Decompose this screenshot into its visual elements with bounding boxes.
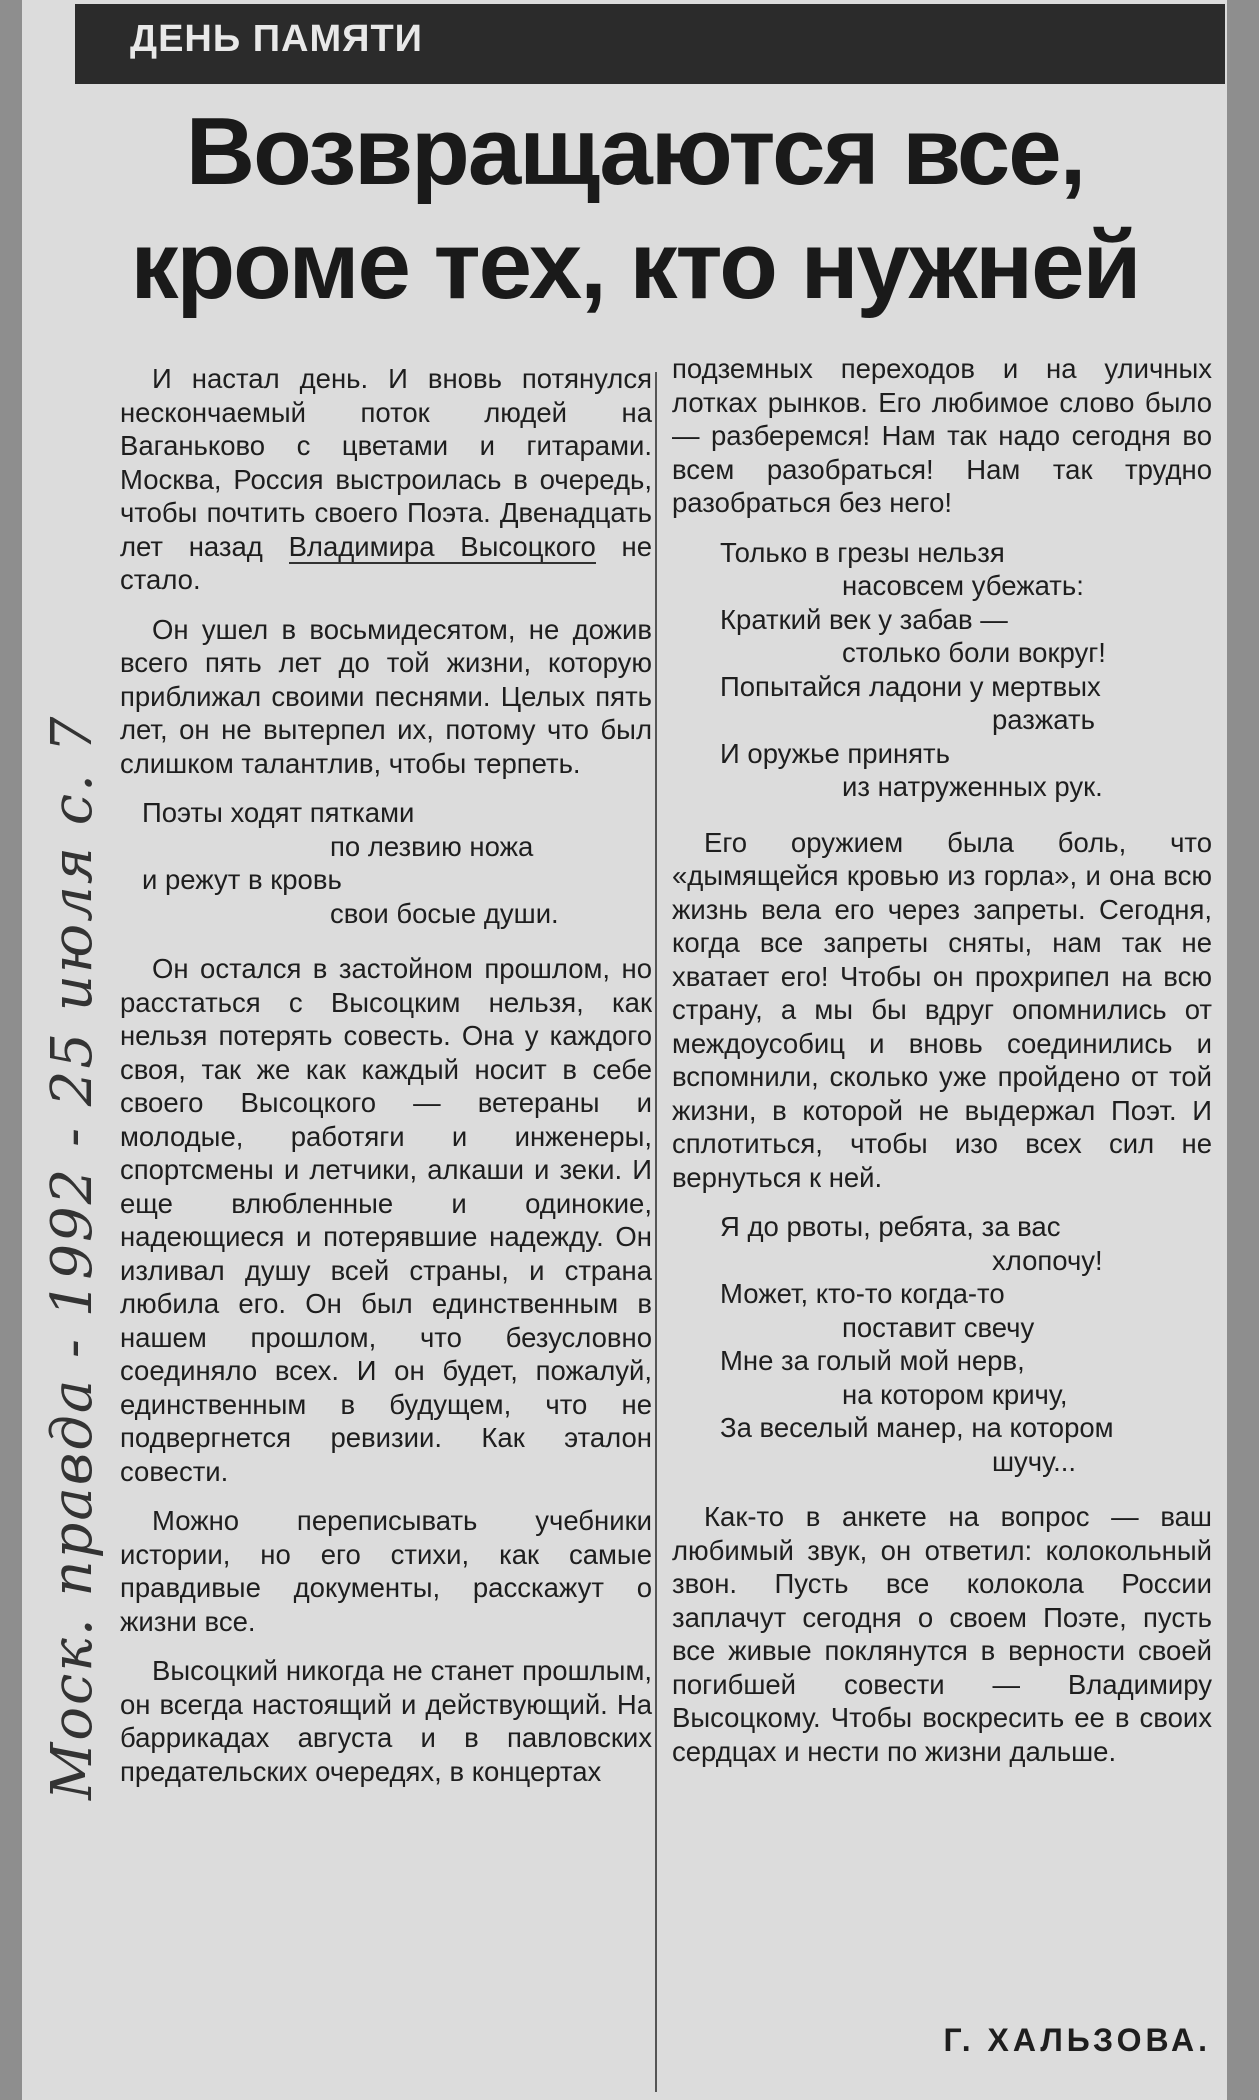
- verse-line: из натруженных рук.: [842, 771, 1103, 802]
- verse-quote-2: [672, 536, 1212, 804]
- verse-line: Поэты ходят пятками: [142, 797, 415, 828]
- left-column: [120, 362, 652, 1804]
- underlined-name: Владимира Высоцкого: [288, 530, 596, 562]
- verse-line: шучу...: [992, 1445, 1077, 1477]
- paragraph-6: Его оружием была боль, что «дымящейся кровью из горла», и она всю жизнь вела его через запреты. Сегодня, когда все запреты сняты, нам так не хватает его! Чтобы он прохрипел на всю страну, а мы бы вдруг опомнились от междоусобиц и вновь соединились и вспомнили, сколько уже пройдено от той жизни, в которой не выдержал Поэт. И сплотиться, чтобы изо всех сил не вернуться к ней.: [672, 826, 1212, 1193]
- verse-line: Может, кто-то когда-то: [720, 1278, 1005, 1309]
- paragraph-text: И настал день. И вновь потянулся нескончаемый поток людей на Ваганьково с цветами и гитарами. Москва, Россия выстроилась в очередь, чтобы почтить своего Поэта. Двенадцать лет назад: [120, 363, 652, 562]
- article-headline: [95, 95, 1175, 323]
- verse-line: насовсем убежать:: [842, 570, 1084, 601]
- verse-line: поставит свечу: [842, 1311, 1035, 1343]
- paragraph-4: Можно переписывать учебники истории, но его стихи, как самые правдивые документы, расскажут о жизни все.: [120, 1505, 652, 1637]
- verse-line: За веселый манер, на котором: [720, 1412, 1114, 1443]
- verse-line: хлопочу!: [992, 1244, 1103, 1276]
- verse-line: Мне за голый мой нерв,: [720, 1345, 1025, 1376]
- paragraph-continued: подземных переходов и на уличных лотках рынков. Его любимое слово было — разберемся! Нам так надо сегодня во всем разобраться! Нам так трудно разобраться без него!: [672, 353, 1212, 518]
- right-column: [672, 352, 1212, 1784]
- verse-line: свои босые души.: [330, 897, 559, 929]
- paragraph-1: [120, 362, 652, 597]
- paragraph-7: Как-то в анкете на вопрос — ваш любимый звук, он ответил: колокольный звон. Пусть все колокола России заплачут сегодня о своем Поэте, пусть все живые поклянутся в верности своей погибшей совести — Владимиру Высоцкому. Чтобы воскресить ее в своих сердцах и нести по жизни дальше.: [672, 1501, 1212, 1767]
- verse-line: Попытайся ладони у мертвых: [720, 670, 1101, 702]
- handwritten-margin-note: Моск. правда - 1992 - 25 июля с. 7: [40, 714, 105, 1800]
- verse-quote-3: [672, 1210, 1212, 1478]
- verse-line: и режут в кровь: [142, 864, 342, 895]
- paragraph-5: Высоцкий никогда не станет прошлым, он всегда настоящий и действующий. На баррикадах августа и в павловских предательских очередях, в концертах: [120, 1655, 652, 1787]
- verse-line: Я до рвоты, ребята, за вас: [720, 1211, 1061, 1242]
- paragraph-3: Он остался в застойном прошлом, но расстаться с Высоцким нельзя, как нельзя потерять совесть. Она у каждого своя, так же как каждый носит в себе своего Высоцкого — ветераны и молодые, работяги и инженеры, спортсмены и летчики, алкаши и зеки. И еще влюбленные и одинокие, надеющиеся и потерявшие надежду. Он изливал душу всей страны, и страна любила его. Он был единственным в нашем прошлом, что безусловно соединяло всех. И он будет, пожалуй, единственным в будущем, что не подвергнется ревизии. Как эталон совести.: [120, 953, 652, 1487]
- verse-line: И оружье принять: [720, 737, 950, 769]
- verse-line: Только в грезы нельзя: [720, 536, 1005, 568]
- paragraph-2: Он ушел в восьмидесятом, не дожив всего пять лет до той жизни, которую приближал своими песнями. Целых пять лет, он не вытерпел их, потому что был слишком талантлив, чтобы терпеть.: [120, 613, 652, 779]
- verse-line: столько боли вокруг!: [842, 637, 1106, 668]
- headline-line-1: Возвращаются все,: [185, 98, 1085, 205]
- verse-line: по лезвию ножа: [330, 830, 534, 862]
- author-signature: Г. ХАЛЬЗОВА.: [943, 2022, 1211, 2058]
- verse-line: Краткий век у забав —: [720, 603, 1008, 635]
- verse-line: разжать: [992, 704, 1095, 735]
- verse-quote-1: [120, 796, 652, 930]
- verse-line: на котором кричу,: [842, 1378, 1068, 1410]
- headline-line-2: кроме тех, кто нужней: [130, 212, 1140, 319]
- rubric-banner: [75, 4, 1225, 84]
- paragraph-text: не стало.: [120, 530, 653, 595]
- column-divider: [655, 372, 657, 2092]
- rubric-title: ДЕНЬ ПАМЯТИ: [130, 18, 423, 60]
